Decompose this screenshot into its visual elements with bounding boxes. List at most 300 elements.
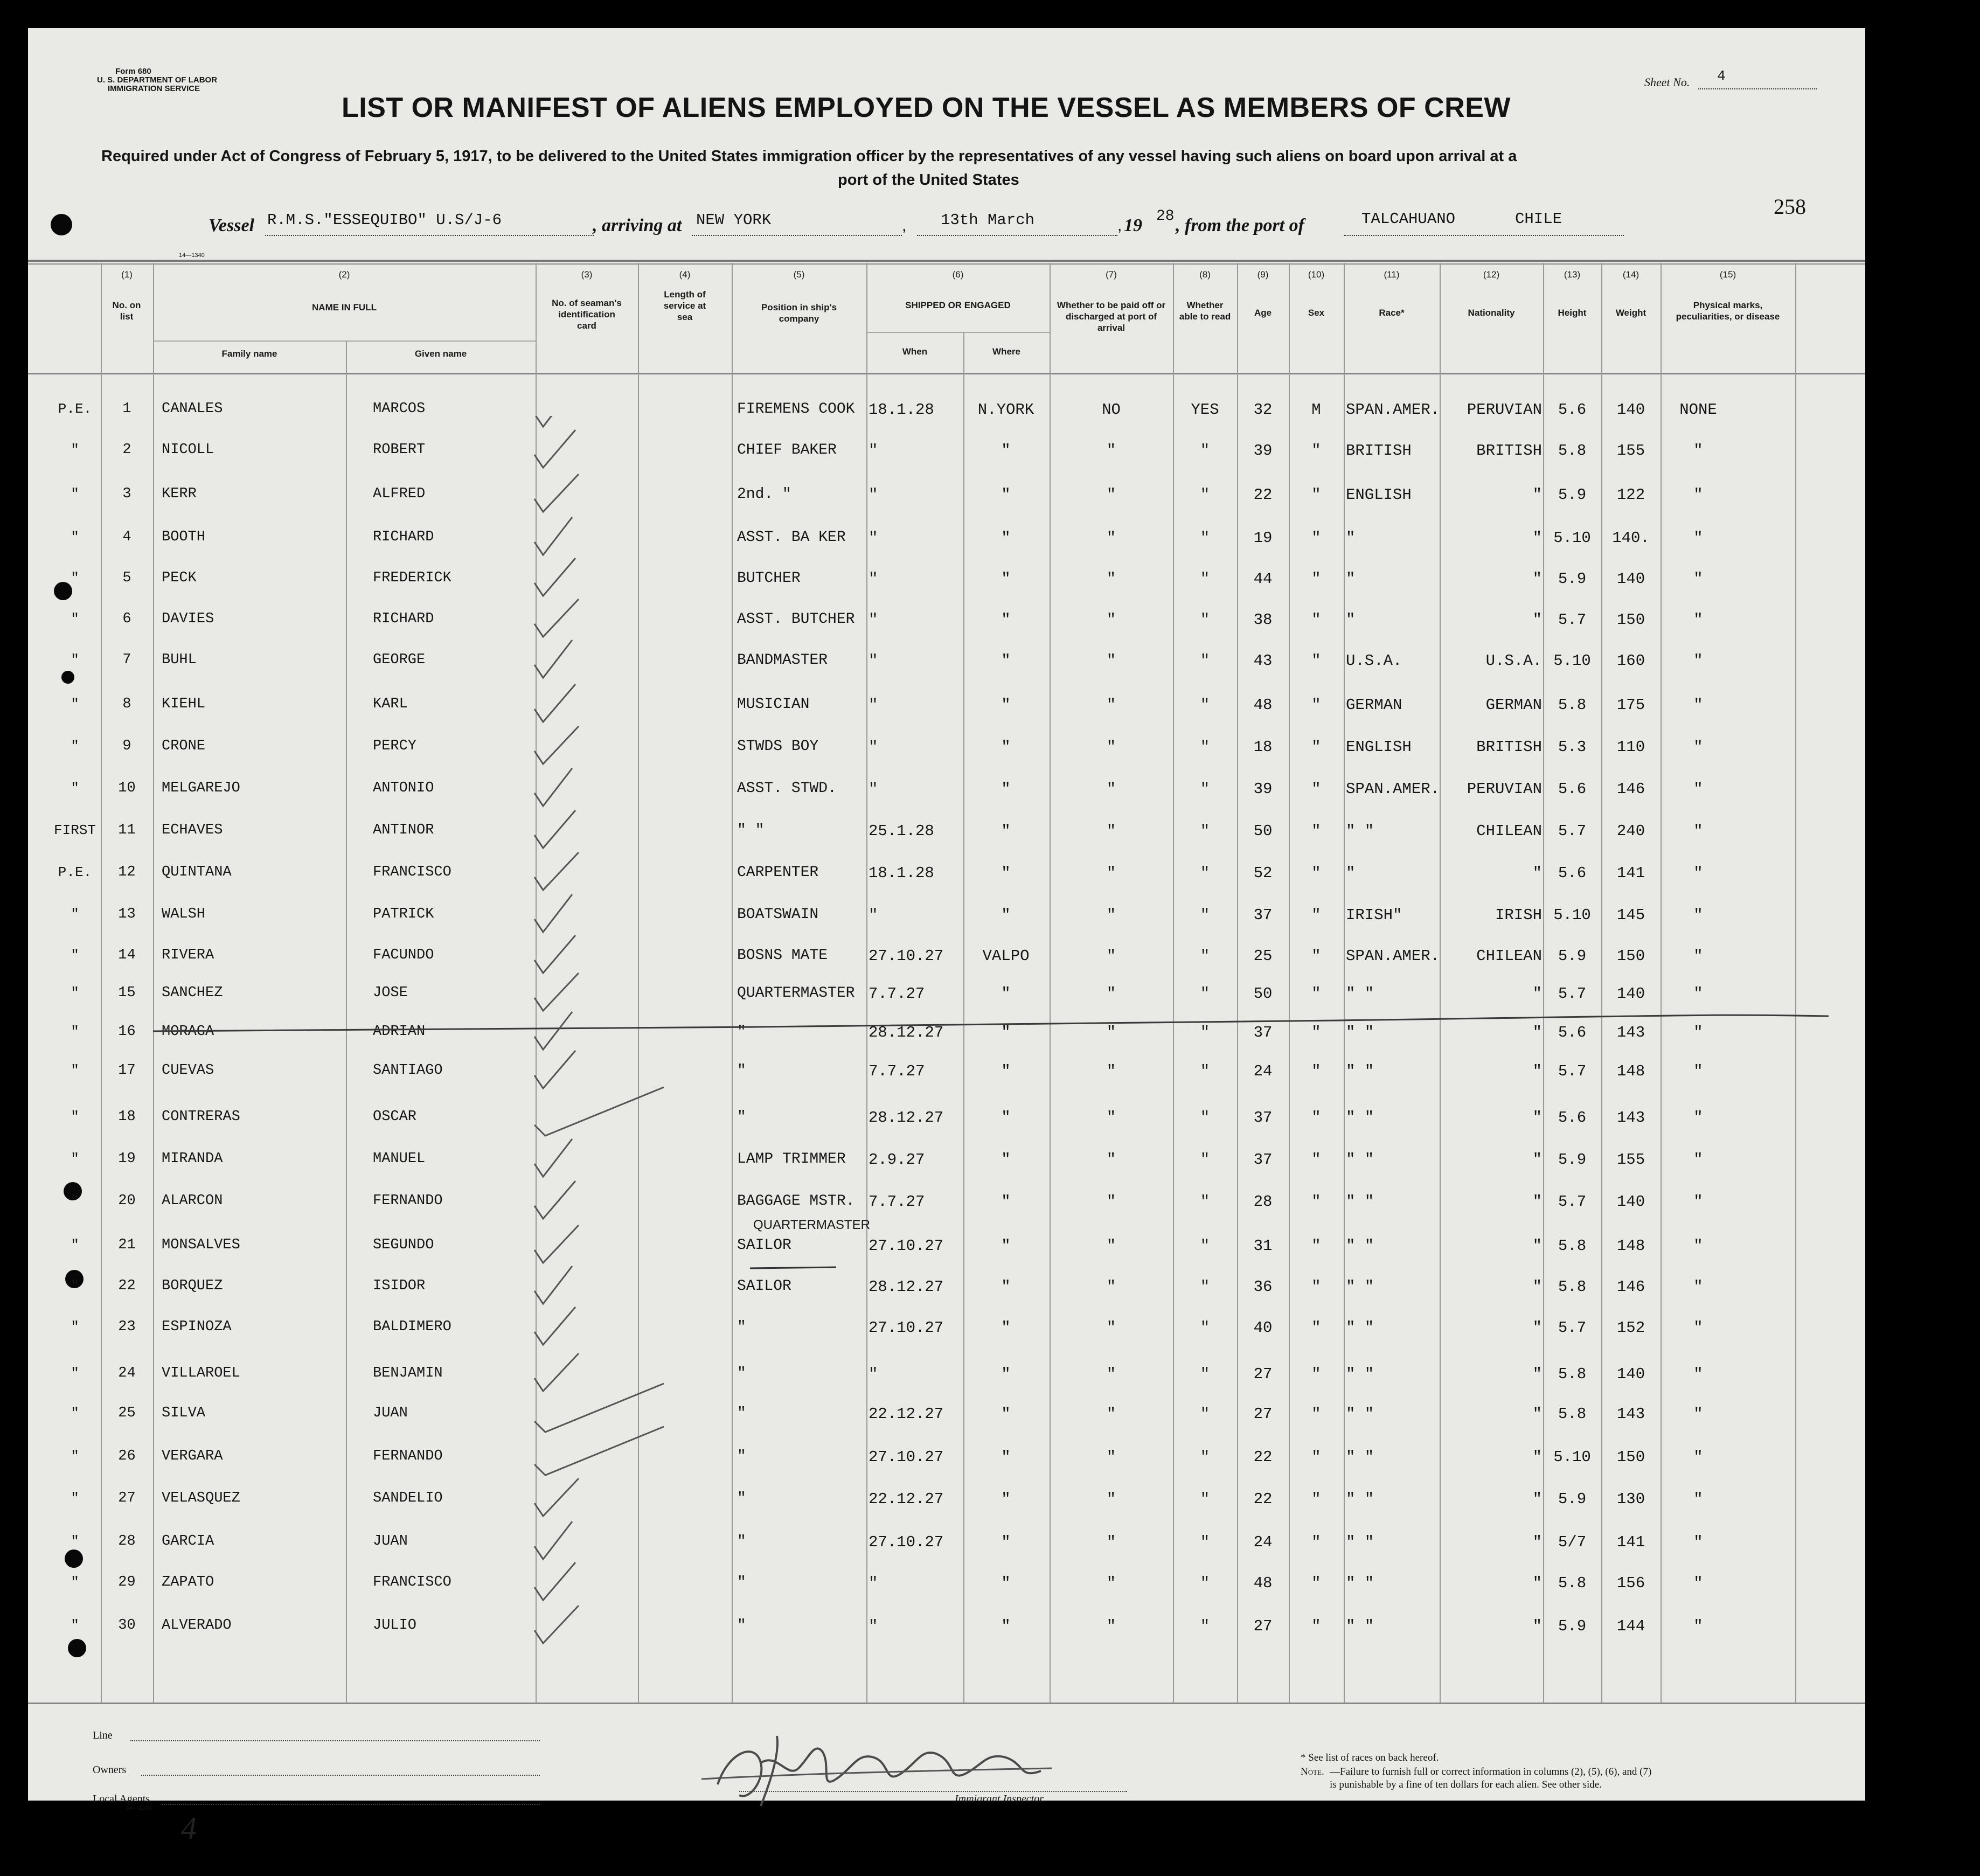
nationality: " — [1532, 985, 1542, 1003]
weight: 240 — [1616, 822, 1645, 840]
row-mark: " — [71, 611, 79, 627]
shipped-when: " — [869, 738, 878, 756]
col-rule — [153, 263, 154, 1703]
col-rule — [1050, 263, 1051, 1703]
nationality: " — [1532, 1533, 1542, 1551]
col-number: (7) — [1106, 269, 1117, 280]
row-mark: " — [71, 1109, 79, 1125]
height: 5.9 — [1558, 486, 1587, 504]
nationality: PERUVIAN — [1467, 401, 1542, 419]
shipped-where: " — [1001, 1151, 1011, 1169]
race: U.S.A. — [1346, 652, 1402, 670]
year-prefix: 19 — [1124, 216, 1142, 235]
age: 44 — [1253, 570, 1273, 588]
row-number: 14 — [118, 947, 136, 963]
check-mark — [534, 599, 579, 637]
race: " " — [1346, 1319, 1374, 1337]
line-field — [130, 1740, 540, 1741]
family-name: MIRANDA — [162, 1151, 223, 1167]
shipped-when: 28.12.27 — [869, 1109, 944, 1127]
shipped-where: " — [1001, 1237, 1011, 1255]
physical-marks: " — [1693, 1109, 1703, 1127]
physical-marks: " — [1693, 985, 1703, 1003]
age: 31 — [1253, 1237, 1273, 1255]
weight: 143 — [1616, 1405, 1645, 1423]
given-name: PERCY — [373, 738, 417, 754]
from-port-label: , from the port of — [1176, 216, 1304, 235]
family-name: BOOTH — [162, 529, 206, 545]
paid-off: " — [1106, 864, 1116, 882]
paid-off: " — [1106, 1490, 1116, 1508]
shipped-when: " — [869, 780, 878, 798]
age: 27 — [1253, 1617, 1273, 1635]
nationality: " — [1532, 1574, 1542, 1592]
shipped-when: 22.12.27 — [869, 1490, 944, 1508]
position: " — [737, 1319, 746, 1336]
weight: 143 — [1616, 1024, 1645, 1041]
note-line-1: —Failure to furnish full or correct information in columns (2), (5), (6), and (7) — [1330, 1766, 1652, 1777]
race: ENGLISH — [1346, 738, 1412, 756]
weight: 144 — [1616, 1617, 1645, 1635]
check-mark — [534, 810, 575, 848]
table-top-rule-2 — [28, 263, 1865, 265]
paid-off: " — [1106, 1617, 1116, 1635]
weight: 141 — [1616, 864, 1645, 882]
shipped-where: " — [1001, 822, 1011, 840]
paid-off: " — [1106, 1151, 1116, 1169]
race: GERMAN — [1346, 696, 1402, 714]
paid-off: " — [1106, 1024, 1116, 1041]
shipped-when: " — [869, 1617, 878, 1635]
able-to-read: " — [1200, 570, 1210, 588]
race: " " — [1346, 1109, 1374, 1127]
local-agents-label: Local Agents — [93, 1793, 150, 1805]
able-to-read: " — [1200, 1109, 1210, 1127]
shipped-when: 27.10.27 — [869, 1237, 944, 1255]
height: 5.10 — [1553, 529, 1591, 547]
col-header-physical-marks: Physical marks, peculiarities, or disease — [1676, 300, 1780, 322]
row-number: 29 — [118, 1574, 136, 1590]
sex: " — [1311, 947, 1321, 965]
note-label: Note. — [1301, 1766, 1324, 1777]
race: ENGLISH — [1346, 486, 1412, 504]
row-number: 19 — [118, 1151, 136, 1167]
age: 22 — [1253, 1448, 1273, 1466]
position: " — [737, 1365, 746, 1382]
row-number: 2 — [122, 442, 131, 458]
from-country: CHILE — [1515, 210, 1562, 228]
given-name: JOSE — [373, 985, 408, 1001]
shipped-when: 7.7.27 — [869, 985, 925, 1003]
position: CHIEF BAKER — [737, 442, 837, 458]
given-name: FREDERICK — [373, 570, 451, 586]
able-to-read: " — [1200, 780, 1210, 798]
check-mark — [534, 1478, 579, 1516]
given-name: ANTINOR — [373, 822, 434, 838]
family-name: MORAGA — [162, 1024, 214, 1040]
check-mark — [534, 1266, 572, 1304]
height: 5.8 — [1558, 442, 1587, 460]
race: " " — [1346, 1151, 1374, 1169]
able-to-read: " — [1200, 486, 1210, 504]
position: SAILOR — [737, 1278, 791, 1295]
arrival-date-line — [917, 235, 1117, 236]
shipped-where: " — [1001, 1319, 1011, 1337]
col-header-service-length: Length of service at sea — [663, 289, 706, 322]
inspector-label: Immigrant Inspector. — [955, 1793, 1045, 1805]
family-name: ZAPATO — [162, 1574, 214, 1590]
line-label: Line — [93, 1729, 113, 1741]
nationality: IRISH — [1495, 906, 1542, 924]
row-mark: " — [71, 570, 79, 586]
col-header-height: Height — [1558, 308, 1587, 318]
punch-hole — [61, 671, 74, 684]
age: 37 — [1253, 1151, 1273, 1169]
col-number: (11) — [1384, 269, 1400, 280]
paid-off: " — [1106, 1574, 1116, 1592]
row-number: 13 — [118, 906, 136, 922]
shipped-where: " — [1001, 738, 1011, 756]
row-mark: " — [71, 906, 79, 922]
weight: 150 — [1616, 947, 1645, 965]
physical-marks: " — [1693, 1448, 1703, 1466]
col-number: (10) — [1308, 269, 1325, 280]
nationality: BRITISH — [1476, 442, 1542, 460]
weight: 140 — [1616, 985, 1645, 1003]
shipped-when: " — [869, 486, 878, 504]
paid-off: NO — [1102, 401, 1121, 419]
family-name: SILVA — [162, 1405, 206, 1421]
check-mark — [534, 1181, 575, 1219]
able-to-read: " — [1200, 1405, 1210, 1423]
shipped-where: N.YORK — [977, 401, 1034, 419]
sheet-number: 4 — [1717, 68, 1726, 84]
row-number: 17 — [118, 1062, 136, 1079]
family-name: NICOLL — [162, 442, 214, 458]
able-to-read: " — [1200, 442, 1210, 460]
col-number: (14) — [1622, 269, 1639, 280]
family-name: ESPINOZA — [162, 1319, 232, 1335]
given-name: FERNANDO — [373, 1193, 443, 1209]
height: 5.8 — [1558, 1237, 1587, 1255]
col-rule — [1795, 263, 1796, 1703]
race: SPAN.AMER. — [1346, 947, 1440, 965]
row-number: 22 — [118, 1278, 136, 1294]
shipped-when: " — [869, 652, 878, 670]
check-mark — [534, 1606, 579, 1643]
shipped-where: " — [1001, 442, 1011, 460]
race: " " — [1346, 1574, 1374, 1592]
row-mark: " — [71, 442, 79, 458]
height: 5.6 — [1558, 780, 1587, 798]
position: MUSICIAN — [737, 696, 810, 713]
row-mark: " — [71, 1574, 79, 1590]
nationality: " — [1532, 570, 1542, 588]
race: " " — [1346, 1490, 1374, 1508]
position: FIREMENS COOK — [737, 401, 855, 418]
race: SPAN.AMER. — [1346, 401, 1440, 419]
weight: 146 — [1616, 1278, 1645, 1296]
col-header-paid-off: Whether to be paid off or discharged at port of arrival — [1057, 300, 1166, 333]
able-to-read: " — [1200, 1617, 1210, 1635]
able-to-read: " — [1200, 1319, 1210, 1337]
family-name: VILLAROEL — [162, 1365, 240, 1381]
height: 5.6 — [1558, 1109, 1587, 1127]
vessel-label: Vessel — [209, 216, 254, 235]
sex: " — [1311, 1405, 1321, 1423]
manifest-sheet — [28, 28, 1865, 1846]
shipped-where: " — [1001, 486, 1011, 504]
check-mark — [534, 1353, 579, 1391]
able-to-read: " — [1200, 1151, 1210, 1169]
note-line-2: is punishable by a fine of ten dollars for each alien. See other side. — [1330, 1779, 1602, 1790]
weight: 146 — [1616, 780, 1645, 798]
row-number: 30 — [118, 1617, 136, 1634]
position: " — [737, 1574, 746, 1591]
height: 5.6 — [1558, 864, 1587, 882]
given-name: KARL — [373, 696, 408, 712]
sheet-number-line — [1698, 88, 1817, 89]
paid-off: " — [1106, 486, 1116, 504]
nationality: U.S.A. — [1485, 652, 1542, 670]
col-number: (5) — [793, 269, 805, 280]
inspector-signature-line — [739, 1791, 1127, 1792]
height: 5/7 — [1558, 1533, 1587, 1551]
position: QUARTERMASTER — [737, 985, 855, 1002]
family-name: KERR — [162, 486, 197, 502]
sex: " — [1311, 1109, 1321, 1127]
weight: 140 — [1616, 401, 1645, 419]
weight: 130 — [1616, 1490, 1645, 1508]
race: " " — [1346, 1024, 1374, 1041]
position: " — [737, 1490, 746, 1507]
shipped-when: " — [869, 442, 878, 460]
able-to-read: " — [1200, 1448, 1210, 1466]
family-name: BUHL — [162, 652, 197, 668]
arrival-date: 13th March — [941, 211, 1035, 229]
weight: 140 — [1616, 1365, 1645, 1383]
shipped-where: " — [1001, 570, 1011, 588]
check-mark — [534, 768, 572, 806]
physical-marks: " — [1693, 1574, 1703, 1592]
sex: " — [1311, 1278, 1321, 1296]
sex: " — [1311, 652, 1321, 670]
comma-sep: , — [902, 217, 907, 234]
check-mark — [534, 558, 575, 596]
row-number: 6 — [122, 611, 131, 627]
row-mark: " — [71, 780, 79, 796]
physical-marks: " — [1693, 442, 1703, 460]
shipped-where: " — [1001, 906, 1011, 924]
nationality: " — [1532, 1490, 1542, 1508]
shipped-where: " — [1001, 529, 1011, 547]
family-name: WALSH — [162, 906, 206, 922]
family-name: RIVERA — [162, 947, 214, 963]
given-name: FACUNDO — [373, 947, 434, 963]
nationality: PERUVIAN — [1467, 780, 1542, 798]
given-name: SANTIAGO — [373, 1062, 443, 1079]
age: 22 — [1253, 1490, 1273, 1508]
given-name: OSCAR — [373, 1109, 417, 1125]
position: " — [737, 1533, 746, 1550]
height: 5.10 — [1553, 906, 1591, 924]
col-header-shipped: SHIPPED OR ENGAGED — [905, 300, 1011, 310]
shipped-where: " — [1001, 1062, 1011, 1080]
sex: " — [1311, 738, 1321, 756]
race: " — [1346, 864, 1356, 882]
paid-off: " — [1106, 1319, 1116, 1337]
given-name: BALDIMERO — [373, 1319, 451, 1335]
able-to-read: " — [1200, 822, 1210, 840]
col-header-read: Whether able to read — [1179, 300, 1231, 322]
nationality: " — [1532, 864, 1542, 882]
sex: " — [1311, 1062, 1321, 1080]
check-mark — [534, 1384, 664, 1432]
sex: " — [1311, 442, 1321, 460]
physical-marks: " — [1693, 1151, 1703, 1169]
check-mark — [534, 1051, 575, 1088]
race: " " — [1346, 1278, 1374, 1296]
nationality: " — [1532, 1405, 1542, 1423]
check-mark — [534, 640, 572, 678]
height: 5.8 — [1558, 1574, 1587, 1592]
row-mark: " — [71, 1365, 79, 1381]
col-number: (8) — [1199, 269, 1211, 280]
paid-off: " — [1106, 529, 1116, 547]
check-mark — [534, 1139, 572, 1177]
shipped-when: " — [869, 906, 878, 924]
given-name: MARCOS — [373, 401, 426, 417]
col-rule — [1237, 263, 1238, 1703]
height: 5.9 — [1558, 570, 1587, 588]
sex: " — [1311, 1193, 1321, 1211]
family-name: CONTRERAS — [162, 1109, 240, 1125]
from-port-line — [1344, 235, 1624, 236]
row-number: 10 — [118, 780, 136, 796]
sex: M — [1311, 401, 1321, 419]
row-number: 20 — [118, 1193, 136, 1209]
given-name: ANTONIO — [373, 780, 434, 796]
given-name: MANUEL — [373, 1151, 426, 1167]
paid-off: " — [1106, 822, 1116, 840]
height: 5.9 — [1558, 1490, 1587, 1508]
able-to-read: " — [1200, 1574, 1210, 1592]
arriving-port-line — [692, 235, 902, 236]
row-mark: " — [71, 1151, 79, 1167]
physical-marks: " — [1693, 1490, 1703, 1508]
family-name: ALVERADO — [162, 1617, 232, 1634]
paid-off: " — [1106, 1237, 1116, 1255]
nationality: CHILEAN — [1476, 947, 1542, 965]
agents-field — [162, 1804, 540, 1805]
weight: 110 — [1616, 738, 1645, 756]
shipped-when: 27.10.27 — [869, 947, 944, 965]
given-name: FRANCISCO — [373, 1574, 451, 1590]
age: 52 — [1253, 864, 1273, 882]
shipped-when: 28.12.27 — [869, 1024, 944, 1041]
family-name: ALARCON — [162, 1193, 223, 1209]
col-header-age: Age — [1254, 308, 1272, 318]
row-mark: " — [71, 1448, 79, 1464]
row-mark: " — [71, 1405, 79, 1421]
race: " — [1346, 570, 1356, 588]
col-header-nationality: Nationality — [1468, 308, 1515, 318]
paid-off: " — [1106, 1365, 1116, 1383]
position-correction: QUARTERMASTER — [753, 1218, 870, 1232]
col-rule — [1440, 263, 1441, 1703]
age: 48 — [1253, 696, 1273, 714]
family-name: ECHAVES — [162, 822, 223, 838]
shipped-where: " — [1001, 611, 1011, 629]
row-mark: " — [71, 1024, 79, 1040]
sailor-strikeout — [750, 1263, 836, 1274]
physical-marks: " — [1693, 1062, 1703, 1080]
height: 5.6 — [1558, 1024, 1587, 1041]
weight: 155 — [1616, 1151, 1645, 1169]
weight: 150 — [1616, 611, 1645, 629]
arriving-label: , arriving at — [593, 216, 682, 235]
row-number: 25 — [118, 1405, 136, 1421]
sex: " — [1311, 985, 1321, 1003]
sex: " — [1311, 1448, 1321, 1466]
race: " " — [1346, 1448, 1374, 1466]
age: 40 — [1253, 1319, 1273, 1337]
nationality: " — [1532, 529, 1542, 547]
shipped-when: 7.7.27 — [869, 1062, 925, 1080]
position: " " — [737, 822, 765, 839]
shipped-where: " — [1001, 985, 1011, 1003]
shipped-when: 2.9.27 — [869, 1151, 925, 1169]
age: 38 — [1253, 611, 1273, 629]
given-name: ISIDOR — [373, 1278, 426, 1294]
position: ASST. BA KER — [737, 529, 846, 546]
race: " " — [1346, 1365, 1374, 1383]
shipped-where: " — [1001, 780, 1011, 798]
col-header-list-no: No. on list — [112, 300, 141, 322]
physical-marks: " — [1693, 906, 1703, 924]
physical-marks: " — [1693, 738, 1703, 756]
family-name: MELGAREJO — [162, 780, 240, 796]
given-name: RICHARD — [373, 611, 434, 627]
manifest-title: LIST OR MANIFEST OF ALIENS EMPLOYED ON THE VESSEL AS MEMBERS OF CREW — [342, 92, 1511, 123]
arriving-port: NEW YORK — [696, 211, 772, 229]
height: 5.7 — [1558, 611, 1587, 629]
row-number: 26 — [118, 1448, 136, 1464]
col-header-position: Position in ship's company — [761, 302, 837, 324]
vessel-name-line — [265, 235, 594, 236]
able-to-read: " — [1200, 696, 1210, 714]
height: 5.3 — [1558, 738, 1587, 756]
age: 24 — [1253, 1533, 1273, 1551]
col-rule — [1344, 263, 1345, 1703]
col-rule — [1543, 263, 1544, 1703]
family-name: VERGARA — [162, 1448, 223, 1464]
shipped-where: VALPO — [982, 947, 1030, 965]
race: " — [1346, 529, 1356, 547]
position: " — [737, 1405, 746, 1422]
able-to-read: " — [1200, 611, 1210, 629]
row-number: 18 — [118, 1109, 136, 1125]
race: BRITISH — [1346, 442, 1412, 460]
sex: " — [1311, 486, 1321, 504]
shipped-divider — [866, 332, 1050, 333]
col-number: (13) — [1564, 269, 1581, 280]
given-name: JUAN — [373, 1405, 408, 1421]
shipped-when: 18.1.28 — [869, 401, 934, 419]
nationality: " — [1532, 1278, 1542, 1296]
able-to-read: " — [1200, 1193, 1210, 1211]
age: 37 — [1253, 1024, 1273, 1041]
